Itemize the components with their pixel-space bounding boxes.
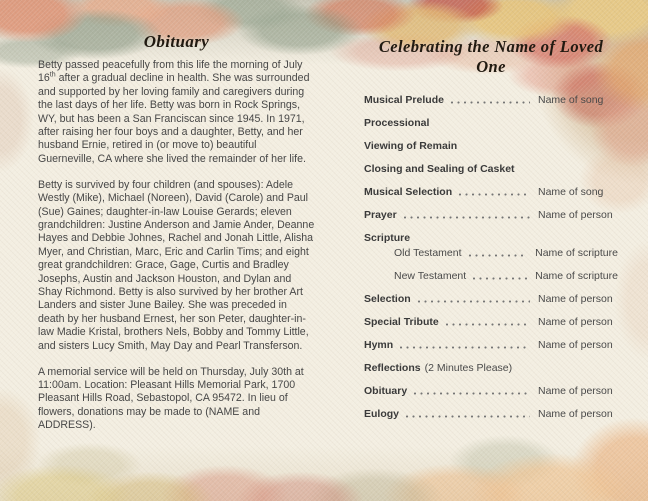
service-list bbox=[364, 94, 618, 420]
service-item-value: Name of person bbox=[538, 385, 613, 397]
service-item bbox=[364, 94, 618, 106]
service-item bbox=[364, 140, 618, 152]
service-item-value: Name of scripture bbox=[535, 247, 618, 259]
service-item-label: Special Tribute bbox=[364, 316, 439, 328]
dotted-leader bbox=[451, 101, 530, 104]
dotted-leader bbox=[406, 415, 530, 418]
service-item bbox=[364, 362, 618, 374]
service-item bbox=[364, 186, 618, 198]
service-item bbox=[364, 339, 618, 351]
dotted-leader bbox=[418, 300, 530, 303]
service-item-note: (2 Minutes Please) bbox=[424, 362, 513, 374]
ordinal-superscript: th bbox=[49, 71, 56, 79]
order-of-service-page bbox=[364, 37, 618, 431]
dotted-leader bbox=[414, 392, 530, 395]
service-item-label: Selection bbox=[364, 293, 411, 305]
obituary-page bbox=[38, 31, 315, 445]
service-item-value: Name of person bbox=[538, 408, 613, 420]
service-item bbox=[364, 408, 618, 420]
service-item bbox=[364, 232, 618, 244]
service-item-label: Reflections bbox=[364, 362, 421, 374]
service-item bbox=[394, 270, 618, 282]
service-item bbox=[364, 163, 618, 175]
service-item bbox=[364, 209, 618, 221]
service-item-label: Prayer bbox=[364, 209, 397, 221]
service-item bbox=[394, 247, 618, 259]
service-item bbox=[364, 316, 618, 328]
service-item-value: Name of person bbox=[538, 316, 613, 328]
service-item-label: Closing and Sealing of Casket bbox=[364, 163, 515, 175]
obituary-text bbox=[38, 59, 315, 433]
service-item-label: Scripture bbox=[364, 232, 411, 244]
service-item-value: Name of person bbox=[538, 339, 613, 351]
service-item bbox=[364, 293, 618, 305]
obituary-title: Obituary bbox=[143, 32, 210, 51]
obituary-paragraph-1-text: Betty passed peacefully from this life the morning of July 16 bbox=[38, 59, 303, 85]
service-item-label: Hymn bbox=[364, 339, 394, 351]
dotted-leader bbox=[459, 193, 530, 196]
service-item bbox=[364, 117, 618, 129]
service-item-label: Obituary bbox=[364, 385, 408, 397]
service-item-label: Processional bbox=[364, 117, 430, 129]
service-item-value: Name of song bbox=[538, 94, 604, 106]
service-item-label: Eulogy bbox=[364, 408, 400, 420]
service-item-label: Musical Prelude bbox=[364, 94, 444, 106]
service-item bbox=[364, 385, 618, 397]
dotted-leader bbox=[469, 254, 528, 257]
obituary-paragraph-1-rest: after a gradual decline in health. She was surrounded and supported by her loving family and caregivers during the last days of her life. Betty was born in Rock Springs, WY, but has been a San Franciscan since 1945. In 1971, after raising her four boys and a daughter, Betty, and her husband Ernie, retired in (or move to) beautiful Guerneville, CA where she lived the remainder of her life. bbox=[38, 72, 310, 165]
service-item-value: Name of song bbox=[538, 186, 604, 198]
dotted-leader bbox=[400, 346, 530, 349]
obituary-paragraph-2: Betty is survived by four children (and spouses): Adele Westly (Mike), Michael (Noreen), David (Carole) and Paul (Sue) Gaines; daughter-in-law Louise Gerards; eleven grandchildren: Justine Anderson and Jamie Ander, Deanne Hayes and Debbie Johnes, Rachel and Jonah Little, Alisha Myer, and Christian, Marc, Eric and Carlin Tims; and eight great grandchildren: Grace, Gage, Curtis and Bradley Josephs, Austin and Jackson Houston, and Dylan and Shay Richmond. Betty is also survived by her brother Art Landers and sister June Bailey. She was preceded in death by her husband Ernest, her son Peter, daughter-in-law Madie Kristal, brothers Nels, Bobby and Tommy Little, and sisters Lucy Smith, May Day and Pearl Transferson. bbox=[38, 178, 315, 352]
service-item-label: Musical Selection bbox=[364, 186, 453, 198]
service-item-label: Viewing of Remain bbox=[364, 140, 458, 152]
dotted-leader bbox=[404, 216, 530, 219]
service-item-value: Name of scripture bbox=[535, 270, 618, 282]
service-item-label: Old Testament bbox=[394, 247, 462, 259]
service-title: Celebrating the Name of Loved One bbox=[378, 37, 604, 76]
obituary-paragraph-1 bbox=[38, 59, 315, 166]
obituary-paragraph-3: A memorial service will be held on Thursday, July 30th at 11:00am. Location: Pleasant Hills Memorial Park, 1700 Pleasant Hills Road, Sebastopol, CA 95472. In lieu of flowers, donations may be made to (NAME and ADDRESS). bbox=[38, 365, 304, 432]
dotted-leader bbox=[473, 277, 527, 280]
service-item-label: New Testament bbox=[394, 270, 467, 282]
dotted-leader bbox=[446, 323, 530, 326]
service-item-value: Name of person bbox=[538, 293, 613, 305]
service-item-value: Name of person bbox=[538, 209, 613, 221]
